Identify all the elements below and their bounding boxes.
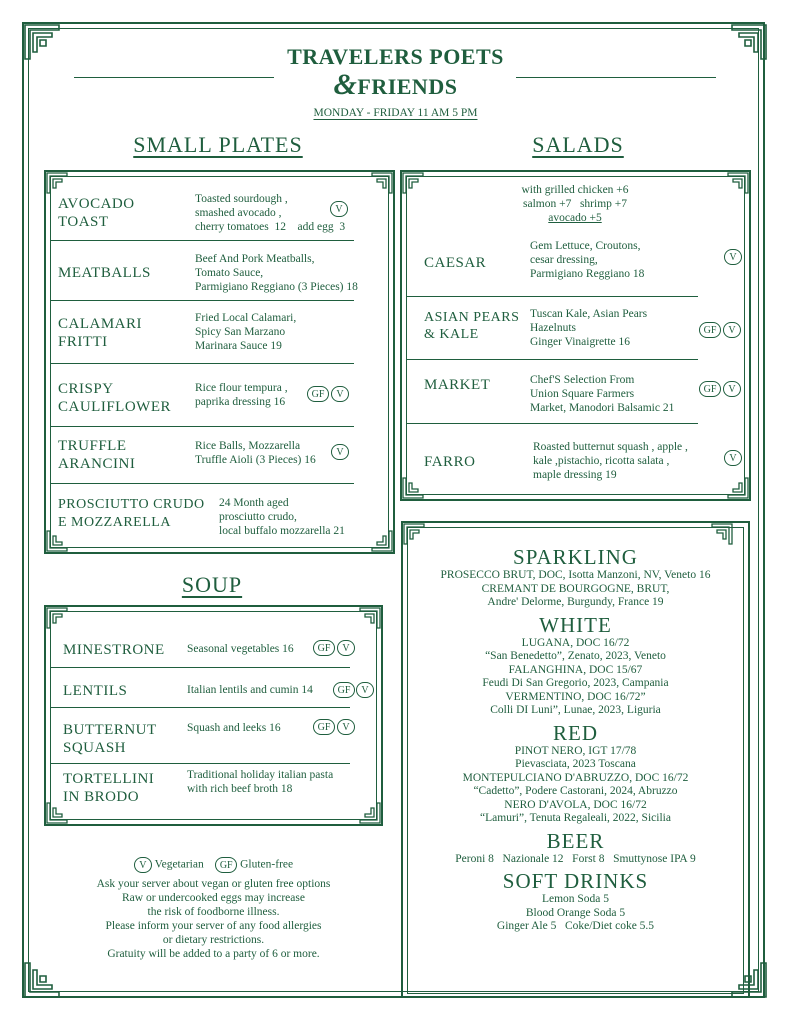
corner-ornament-icon [402,477,424,499]
item-name: CALAMARI FRITTI [58,316,143,350]
drink-line: Feudi Di San Gregorio, 2023, Campania [482,677,669,689]
drink-line: “Cadetto”, Podere Castorani, 2024, Abruzzo [473,785,678,797]
item-name: MINESTRONE [63,642,165,658]
item-description: Rice Balls, Mozzarella Truffle Aioli (3 Pieces) 16 [195,440,316,466]
item-name: ASIAN PEARS & KALE [424,310,520,342]
item-name: FARRO [424,454,476,470]
opening-hours: MONDAY - FRIDAY 11 AM 5 PM [313,107,478,119]
drink-category-title: BEER [546,828,605,853]
vegetarian-badge: V [330,201,348,217]
vegetarian-badge: V [337,719,355,735]
item-divider [50,763,350,764]
vegetarian-badge: V [723,322,741,338]
item-description: Beef And Pork Meatballs, Tomato Sauce, Parmigiano Reggiano (3 Pieces) 18 [195,253,358,293]
section-title-salads: SALADS [532,132,624,157]
gluten-free-badge: GF [699,381,721,397]
header-divider-left [74,77,274,78]
gluten-free-badge: GF [215,857,237,873]
drink-line: Pievasciata, 2023 Toscana [515,758,636,770]
drink-category-title: SOFT DRINKS [502,869,649,893]
item-name: CAESAR [424,255,487,271]
drink-line: VERMENTINO, DOC 16/72” [505,690,646,703]
item-description: Italian lentils and cumin 14 [187,684,313,696]
item-divider [50,667,350,668]
corner-ornament-icon [727,172,749,194]
vegetarian-badge: V [356,682,374,698]
ampersand: & [333,68,358,101]
gluten-free-badge: GF [333,682,355,698]
drink-line: Andre' Delorme, Burgundy, France 19 [487,596,664,608]
drink-line: Ginger Ale 5 Coke/Diet coke 5.5 [496,920,655,932]
item-description: Rice flour tempura , paprika dressing 16 [195,382,288,408]
item-description: Chef'S Selection From Union Square Farmers Market, Manodori Balsamic 21 [530,374,675,414]
item-description: Gem Lettuce, Croutons, cesar dressing, Parmigiano Reggiano 18 [530,240,645,280]
gluten-free-label: Gluten-free [240,858,294,871]
item-divider [406,359,698,360]
drink-line: PINOT NERO, IGT 17/78 [514,744,637,757]
item-divider [50,363,354,364]
corner-ornament-icon [24,962,60,998]
corner-ornament-icon [371,172,393,194]
item-description: Squash and leeks 16 [187,722,281,734]
drink-line: CREMANT DE BOURGOGNE, BRUT, [481,582,670,595]
section-title-soup: SOUP [181,572,243,597]
header-divider-right [516,77,716,78]
corner-ornament-icon [711,523,733,545]
drink-line: PROSECCO BRUT, DOC, Isotta Manzoni, NV, Veneto 16 [440,569,711,581]
item-description: Roasted butternut squash , apple , kale ,pistachio, ricotta salata , maple dressing 19 [533,441,688,481]
vegetarian-badge: V [134,857,152,873]
item-divider [50,426,354,427]
vegetarian-badge: V [331,386,349,402]
drink-line: Lemon Soda 5 [541,893,610,905]
vegetarian-label: Vegetarian [154,858,204,871]
item-description: Fried Local Calamari, Spicy San Marzano Marinara Sauce 19 [195,312,297,352]
drink-line: FALANGHINA, DOC 15/67 [508,663,643,676]
corner-ornament-icon [359,607,381,629]
vegetarian-badge: V [331,444,349,460]
corner-ornament-icon [371,530,393,552]
restaurant-name-line2 [0,68,791,102]
drink-line: LUGANA, DOC 16/72 [521,636,630,649]
item-description: Toasted sourdough , smashed avocado , cherry tomatoes 12 add egg 3 [195,193,346,233]
item-name: CRISPY CAULIFLOWER [58,381,171,415]
drink-line: “San Benedetto”, Zenato, 2023, Veneto [485,650,666,662]
corner-ornament-icon [46,530,68,552]
drink-line: MONTEPULCIANO D'ABRUZZO, DOC 16/72 [462,771,689,784]
restaurant-name-friends: FRIENDS [357,74,458,99]
vegetarian-badge: V [337,640,355,656]
drink-line: NERO D'AVOLA, DOC 16/72 [504,798,647,811]
drink-category-title: RED [553,720,598,745]
item-divider [406,423,698,424]
corner-ornament-icon [727,477,749,499]
gluten-free-badge: GF [313,719,335,735]
section-title-small-plates: SMALL PLATES [133,132,303,157]
restaurant-name-line1: TRAVELERS POETS [287,44,504,69]
gluten-free-badge: GF [699,322,721,338]
drink-category-title: WHITE [539,612,612,637]
item-divider [50,707,350,708]
drink-line: Colli DI Luni”, Lunae, 2023, Liguria [490,704,661,716]
item-name: TORTELLINI IN BRODO [63,771,155,805]
vegetarian-badge: V [723,381,741,397]
gluten-free-badge: GF [313,640,335,656]
salad-addons: with grilled chicken +6 salmon +7 shrimp +7 avocado +5 [521,184,629,224]
drink-line: “Lamuri”, Tenuta Regaleali, 2022, Sicilia [480,812,671,824]
item-divider [50,300,354,301]
vegetarian-badge: V [724,450,742,466]
item-name: TRUFFLE ARANCINI [58,438,136,472]
item-divider [50,240,354,241]
item-name: MARKET [424,377,491,393]
corner-ornament-icon [46,172,68,194]
corner-ornament-icon [402,172,424,194]
drink-line: Peroni 8 Nazionale 12 Forst 8 Smuttynose IPA 9 [455,852,696,865]
vegetarian-badge: V [724,249,742,265]
drink-category-title: SPARKLING [513,545,638,569]
item-name: MEATBALLS [58,265,151,281]
corner-ornament-icon [46,607,68,629]
item-name: AVOCADO TOAST [58,196,135,230]
corner-ornament-icon [359,802,381,824]
item-name: PROSCIUTTO CRUDO E MOZZARELLA [58,497,205,530]
item-description: Seasonal vegetables 16 [187,643,294,655]
item-description: Tuscan Kale, Asian Pears Hazelnuts Ginger Vinaigrette 16 [530,308,648,348]
drinks-list [401,545,750,934]
corner-ornament-icon [403,523,425,545]
dietary-legend [44,857,383,873]
allergy-notes: Ask your server about vegan or gluten free options Raw or undercooked eggs may increase the risk of foodborne illness. Please inform your server of any food allergies or dietary restrictions. Gratuity will be added to a party of 6 or more. [96,878,331,960]
item-description: Traditional holiday italian pasta with rich beef broth 18 [187,769,334,795]
item-divider [406,296,698,297]
drink-line: Blood Orange Soda 5 [525,906,626,919]
item-description: 24 Month aged prosciutto crudo, local buffalo mozzarella 21 [219,497,345,537]
item-name: BUTTERNUT SQUASH [63,722,157,756]
item-name: LENTILS [63,683,128,699]
gluten-free-badge: GF [307,386,329,402]
item-divider [50,483,354,484]
